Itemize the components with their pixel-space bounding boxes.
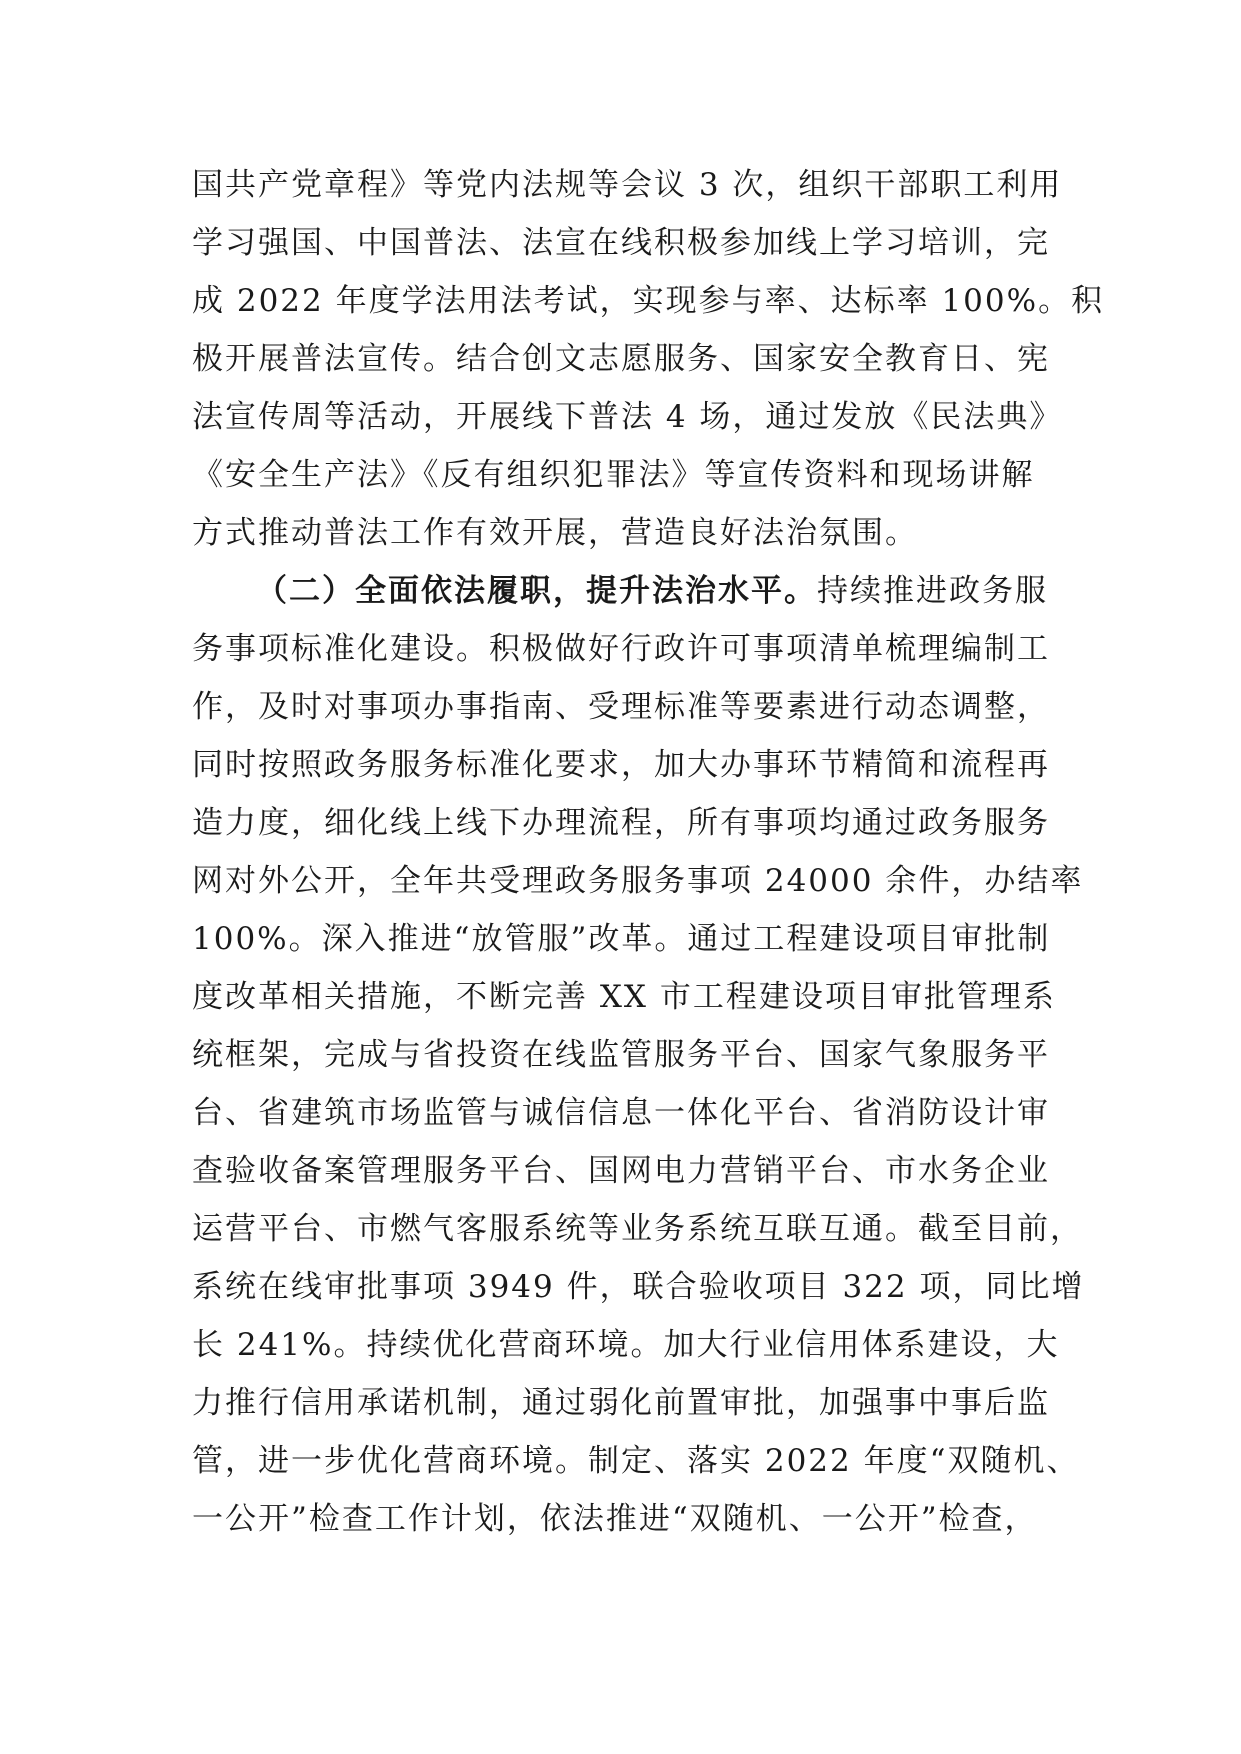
section-line-12: 系统在线审批事项 3949 件，联合验收项目 322 项，同比增 xyxy=(192,1269,1085,1305)
section-line-13: 长 241%。持续优化营商环境。加大行业信用体系建设，大 xyxy=(192,1327,1060,1363)
section-line-10: 查验收备案管理服务平台、国网电力营销平台、市水务企业 xyxy=(192,1153,1050,1189)
text-line-7: 方式推动普法工作有效开展，营造良好法治氛围。 xyxy=(192,515,918,551)
section-line-15: 管，进一步优化营商环境。制定、落实 2022 年度“双随机、 xyxy=(192,1443,1080,1479)
section-line-3: 同时按照政务服务标准化要求，加大办事环节精简和流程再 xyxy=(192,747,1050,783)
text-line-1: 国共产党章程》等党内法规等会议 3 次，组织干部职工利用 xyxy=(192,167,1063,203)
text-line-6: 《安全生产法》《反有组织犯罪法》等宣传资料和现场讲解 xyxy=(192,457,1035,493)
text-line-3: 成 2022 年度学法用法考试，实现参与率、达标率 100%。积 xyxy=(192,283,1105,319)
section-line-4: 造力度，细化线上线下办理流程，所有事项均通过政务服务 xyxy=(192,805,1050,841)
text-line-5: 法宣传周等活动，开展线下普法 4 场，通过发放《民法典》 xyxy=(192,399,1063,435)
section-line-8: 统框架，完成与省投资在线监管服务平台、国家气象服务平 xyxy=(192,1037,1050,1073)
section-line-2: 作，及时对事项办事指南、受理标准等要素进行动态调整， xyxy=(192,689,1050,725)
section-line-11: 运营平台、市燃气客服系统等业务系统互联互通。截至目前， xyxy=(192,1211,1083,1247)
section-line-5: 网对外公开，全年共受理政务服务事项 24000 余件，办结率 xyxy=(192,863,1084,899)
body-text xyxy=(192,156,1105,1548)
section-line-6: 100%。深入推进“放管服”改革。通过工程建设项目审批制 xyxy=(192,921,1051,957)
section-line-7: 度改革相关措施，不断完善 XX 市工程建设项目审批管理系 xyxy=(192,979,1056,1015)
section-first-line-rest: 持续推进政务服 xyxy=(817,573,1048,609)
section-first-line xyxy=(192,562,1072,620)
section-line-1: 务事项标准化建设。积极做好行政许可事项清单梳理编制工 xyxy=(192,631,1050,667)
section-line-14: 力推行信用承诺机制，通过弱化前置审批，加强事中事后监 xyxy=(192,1385,1050,1421)
section-line-16: 一公开”检查工作计划，依法推进“双随机、一公开”检查， xyxy=(192,1501,1038,1537)
text-line-2: 学习强国、中国普法、法宣在线积极参加线上学习培训，完 xyxy=(192,225,1050,261)
section-heading: （二）全面依法履职，提升法治水平。 xyxy=(256,573,817,609)
text-line-4: 极开展普法宣传。结合创文志愿服务、国家安全教育日、宪 xyxy=(192,341,1050,377)
section-line-9: 台、省建筑市场监管与诚信信息一体化平台、省消防设计审 xyxy=(192,1095,1050,1131)
